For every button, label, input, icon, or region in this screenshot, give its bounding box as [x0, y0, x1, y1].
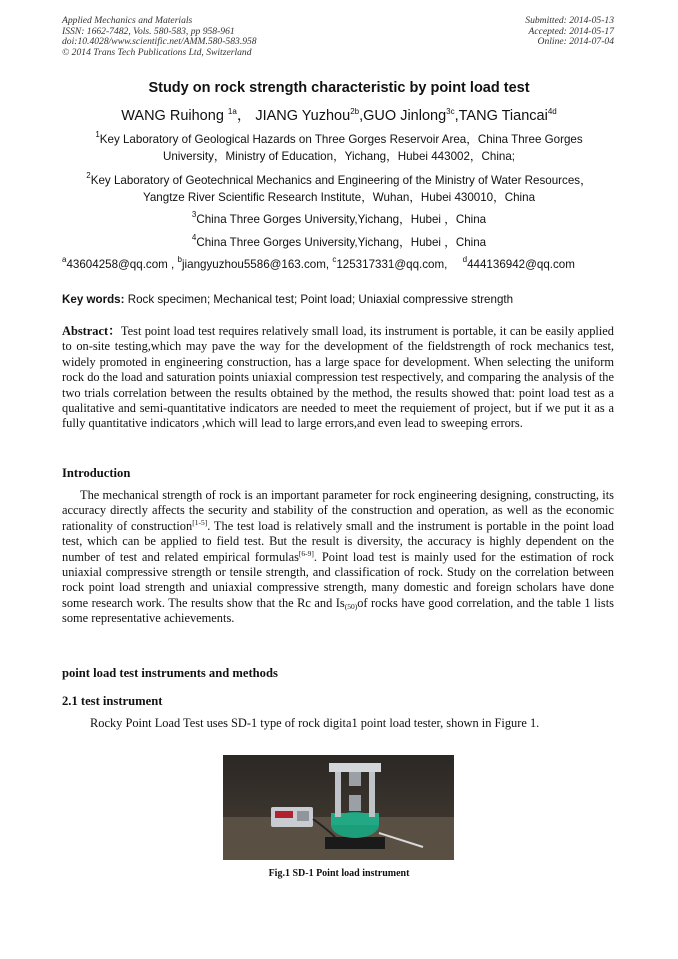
- point-load-instrument-photo: [223, 755, 454, 860]
- affil-line: Key Laboratory of Geological Hazards on Three Gorges Reservoir Area，China Three Gorges: [99, 133, 583, 146]
- email-link[interactable]: 444136942@qq.com: [467, 258, 575, 271]
- instrument-base: [325, 837, 385, 849]
- subsection-heading: 2.1 test instrument: [62, 694, 163, 708]
- email-link[interactable]: jiangyuzhou5586@163.com,: [181, 258, 330, 271]
- upper-platen: [349, 772, 361, 786]
- citation-ref[interactable]: [6-9]: [298, 548, 314, 558]
- frame-crossbar: [329, 763, 381, 772]
- affil-line: Yangtze River Scientific Research Institute，Wuhan，Hubei 430010，China: [142, 190, 536, 204]
- email-link[interactable]: 43604258@qq.com ,: [66, 258, 175, 271]
- author-affil-sup: 3c: [446, 107, 455, 116]
- affiliation-3: [40, 212, 638, 229]
- email-sup: b: [177, 255, 182, 264]
- date-accepted: Accepted: 2014-05-17: [528, 25, 614, 37]
- journal-info: [62, 16, 257, 58]
- email-sup: c: [332, 255, 337, 264]
- affil-line: China Three Gorges University,Yichang，Hubei ，China: [196, 213, 487, 226]
- author-name: TANG Tiancai: [458, 108, 548, 124]
- author-affil-sup: 4d: [547, 107, 557, 116]
- keywords-text: Rock specimen; Mechanical test; Point load; Uniaxial compressive strength: [124, 293, 514, 306]
- keywords-label: Key words:: [62, 293, 125, 306]
- author-separator: ,: [454, 108, 459, 124]
- abstract-text: Test point load test requires relatively small load, its instrument is portable, it can be easily applied to on-site testing,which may pave the way for the development of the fieldstrength of rock mechanics test, widely promoted in engineering construction, has a large space for development. When selecting the uniform rock do the load and saturation points uniaxial compression test respectively, and comparing the analysis of the two trials correlation between the results obtained by the method, the results showed that: point load test as a qualitative and semi-quantitative indicators are needed to meet the requiement of project, but if we put it as a fully quantitative indicators ,which will lead to large errors,and even lead to sweeping errors.: [62, 324, 615, 431]
- subscript: (50): [344, 601, 358, 611]
- display-readout: [275, 811, 293, 818]
- abstract-label: Abstract：: [62, 324, 121, 338]
- author-name: GUO Jinlong: [363, 108, 447, 124]
- author-emails: [62, 255, 622, 271]
- author-affil-sup: 2b: [350, 107, 360, 116]
- intro-text: The mechanical strength of rock is an important parameter for rock engineering designing, constructing, its accuracy directly affects the security and stability of the construction and operation, as well as the economic rationality of construction: [62, 488, 614, 533]
- journal-copyright: © 2014 Trans Tech Publications Ltd, Switzerland: [62, 46, 252, 58]
- intro-paragraph: [62, 488, 614, 627]
- journal-doi[interactable]: doi:10.4028/www.scientific.net/AMM.580-583.958: [62, 36, 257, 48]
- author-list: [0, 104, 678, 125]
- date-submitted: Submitted: 2014-05-13: [525, 15, 614, 26]
- affil-sup: 2: [86, 171, 91, 180]
- intro-text: . Point load test is mainly used for the estimation of rock uniaxial compressive strength or tensile strength, and classification of rock. Study on the correlation between rock point load strength and uniaxial compressive strength, many domestic and foreign scholars have done some research work. The results show that the Rc and Is: [62, 549, 614, 610]
- keywords: [62, 293, 622, 306]
- affil-sup: 3: [191, 210, 197, 219]
- author-separator: ,: [359, 108, 364, 124]
- author-affil-sup: 1a: [227, 107, 237, 116]
- intro-text: . The test load is relatively small and the instrument is portable in the point load test, which can be applied to field test. But the result is diversity, the accuracy is highly dependent on the number of test and related empirical formulas: [62, 518, 614, 564]
- affil-line: China Three Gorges University,Yichang，Hubei ，China: [196, 236, 487, 249]
- affiliation-2: [40, 173, 638, 206]
- display-panel: [297, 811, 309, 821]
- affil-line: Key Laboratory of Geotechnical Mechanics and Engineering of the Ministry of Water Resources，: [90, 174, 592, 187]
- submission-dates: [525, 16, 614, 48]
- section-heading: point load test instruments and methods: [62, 666, 278, 680]
- journal-name: Applied Mechanics and Materials: [62, 15, 193, 26]
- affiliation-1: [40, 132, 638, 165]
- affiliation-4: [40, 235, 638, 252]
- frame-post-right: [369, 767, 375, 817]
- author-name: WANG Ruihong: [121, 108, 228, 124]
- date-online: Online: 2014-07-04: [537, 36, 614, 48]
- email-link[interactable]: 125317331@qq.com,: [336, 258, 448, 271]
- author-name: JIANG Yuzhou: [255, 108, 351, 124]
- lower-platen: [349, 795, 361, 811]
- email-sup: a: [62, 255, 67, 264]
- abstract: [62, 324, 614, 432]
- paper-title: Study on rock strength characteristic by point load test: [148, 80, 530, 96]
- affil-sup: 1: [95, 130, 100, 139]
- affil-sup: 4: [191, 233, 197, 242]
- intro-text: of rocks have good correlation, and the table 1 lists some representative achievements.: [62, 595, 614, 626]
- author-separator: ，: [236, 108, 252, 124]
- affil-line: University，Ministry of Education，Yichang，Hubei 443002，China;: [162, 149, 516, 163]
- journal-issn: ISSN: 1662-7482, Vols. 580-583, pp 958-961: [62, 25, 235, 37]
- figure-caption: Fig.1 SD-1 Point load instrument: [268, 868, 410, 879]
- figure-image: [223, 755, 454, 860]
- citation-ref[interactable]: [1-5]: [192, 517, 208, 527]
- frame-post-left: [335, 767, 341, 817]
- email-sup: d: [462, 255, 468, 264]
- instrument-sentence: Rocky Point Load Test uses SD-1 type of rock digita1 point load tester, shown in Figure 1.: [90, 716, 540, 730]
- intro-heading: Introduction: [62, 466, 131, 480]
